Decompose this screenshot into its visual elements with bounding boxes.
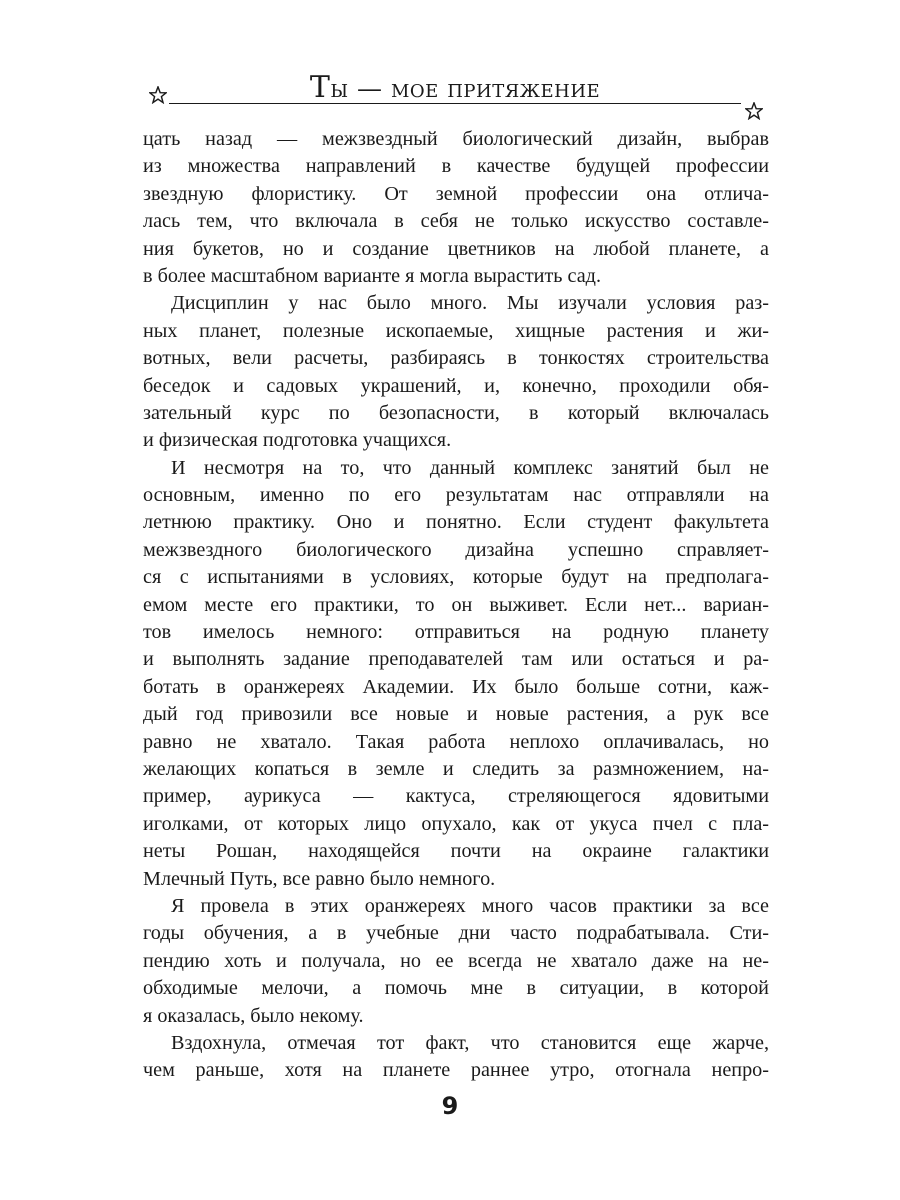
text-line: летнюю практику. Оно и понятно. Если студент факультета: [143, 511, 769, 534]
running-header: [147, 62, 763, 122]
text-line: из множества направлений в качестве будущей профессии: [143, 155, 769, 178]
text-line: межзвездного биологического дизайна успешно справляет-: [143, 538, 769, 561]
text-line: чем раньше, хотя на планете раннее утро, отогнала непро-: [143, 1059, 769, 1082]
text-line: вотных, вели расчеты, разбираясь в тонкостях строительства: [143, 347, 769, 370]
text-line: ния букетов, но и создание цветников на любой планете, а: [143, 237, 769, 260]
text-line: ных планет, полезные ископаемые, хищные растения и жи-: [143, 319, 769, 342]
header-title-rest: ы — мое притяжение: [330, 74, 601, 103]
paragraph: [143, 126, 769, 290]
text-line: цать назад — межзвездный биологический дизайн, выбрав: [143, 128, 769, 150]
text-line: основным, именно по его результатам нас отправляли на: [143, 484, 769, 507]
text-line: пример, аурикуса — кактуса, стреляющегося ядовитыми: [143, 785, 769, 808]
text-line: пендию хоть и получала, но ее всегда не хватало даже на не-: [143, 949, 769, 972]
text-line: беседок и садовых украшений, и, конечно, проходили обя-: [143, 374, 769, 397]
text-line: Млечный Путь, все равно было немного.: [143, 867, 496, 890]
text-line: Дисциплин у нас было много. Мы изучали условия раз-: [171, 292, 769, 315]
page-number: 9: [441, 1092, 459, 1120]
text-line: емом месте его практики, то он выживет. Если нет... вариан-: [143, 593, 769, 616]
text-line: и выполнять задание преподавателей там или остаться и ра-: [143, 648, 769, 671]
body-text: [143, 126, 769, 1085]
text-line: и физическая подготовка учащихся.: [143, 429, 452, 452]
text-line: годы обучения, а в учебные дни часто подрабатывала. Сти-: [143, 922, 769, 945]
text-line: И несмотря на то, что данный комплекс занятий был не: [171, 456, 769, 479]
text-line: желающих копаться в земле и следить за размножением, на-: [143, 757, 769, 780]
header-title: [147, 70, 763, 105]
text-line: ботать в оранжереях Академии. Их было больше сотни, каж-: [143, 675, 769, 698]
text-line: дый год привозили все новые и новые растения, а рук все: [143, 703, 769, 726]
text-line: лась тем, что включала в себя не только искусство составле-: [143, 210, 769, 233]
text-line: равно не хватало. Такая работа неплохо оплачивалась, но: [143, 730, 769, 753]
paragraph: [143, 455, 769, 893]
header-rule: [169, 103, 741, 104]
paragraph: [143, 1030, 769, 1085]
text-line: обходимые мелочи, а помочь мне в ситуации, в которой: [143, 977, 769, 1000]
paragraph: [143, 893, 769, 1030]
text-line: тов имелось немного: отправиться на родную планету: [143, 621, 769, 644]
text-line: зательный курс по безопасности, в который включалась: [143, 401, 769, 424]
text-line: Я провела в этих оранжереях много часов практики за все: [171, 894, 769, 917]
text-line: неты Рошан, находящейся почти на окраине галактики: [143, 840, 769, 863]
text-line: звездную флористику. От земной профессии она отлича-: [143, 182, 769, 205]
star-icon: [745, 102, 763, 120]
text-line: Вздохнула, отмечая тот факт, что становится еще жарче,: [171, 1031, 769, 1054]
text-line: в более масштабном варианте я могла вырастить сад.: [143, 264, 602, 287]
paragraph: [143, 290, 769, 454]
text-line: ся с испытаниями в условиях, которые будут на предполага-: [143, 566, 769, 589]
header-title-initial: Т: [309, 70, 331, 105]
text-line: иголками, от которых лицо опухало, как от укуса пчел с пла-: [143, 812, 769, 835]
text-line: я оказалась, было некому.: [143, 1004, 364, 1027]
